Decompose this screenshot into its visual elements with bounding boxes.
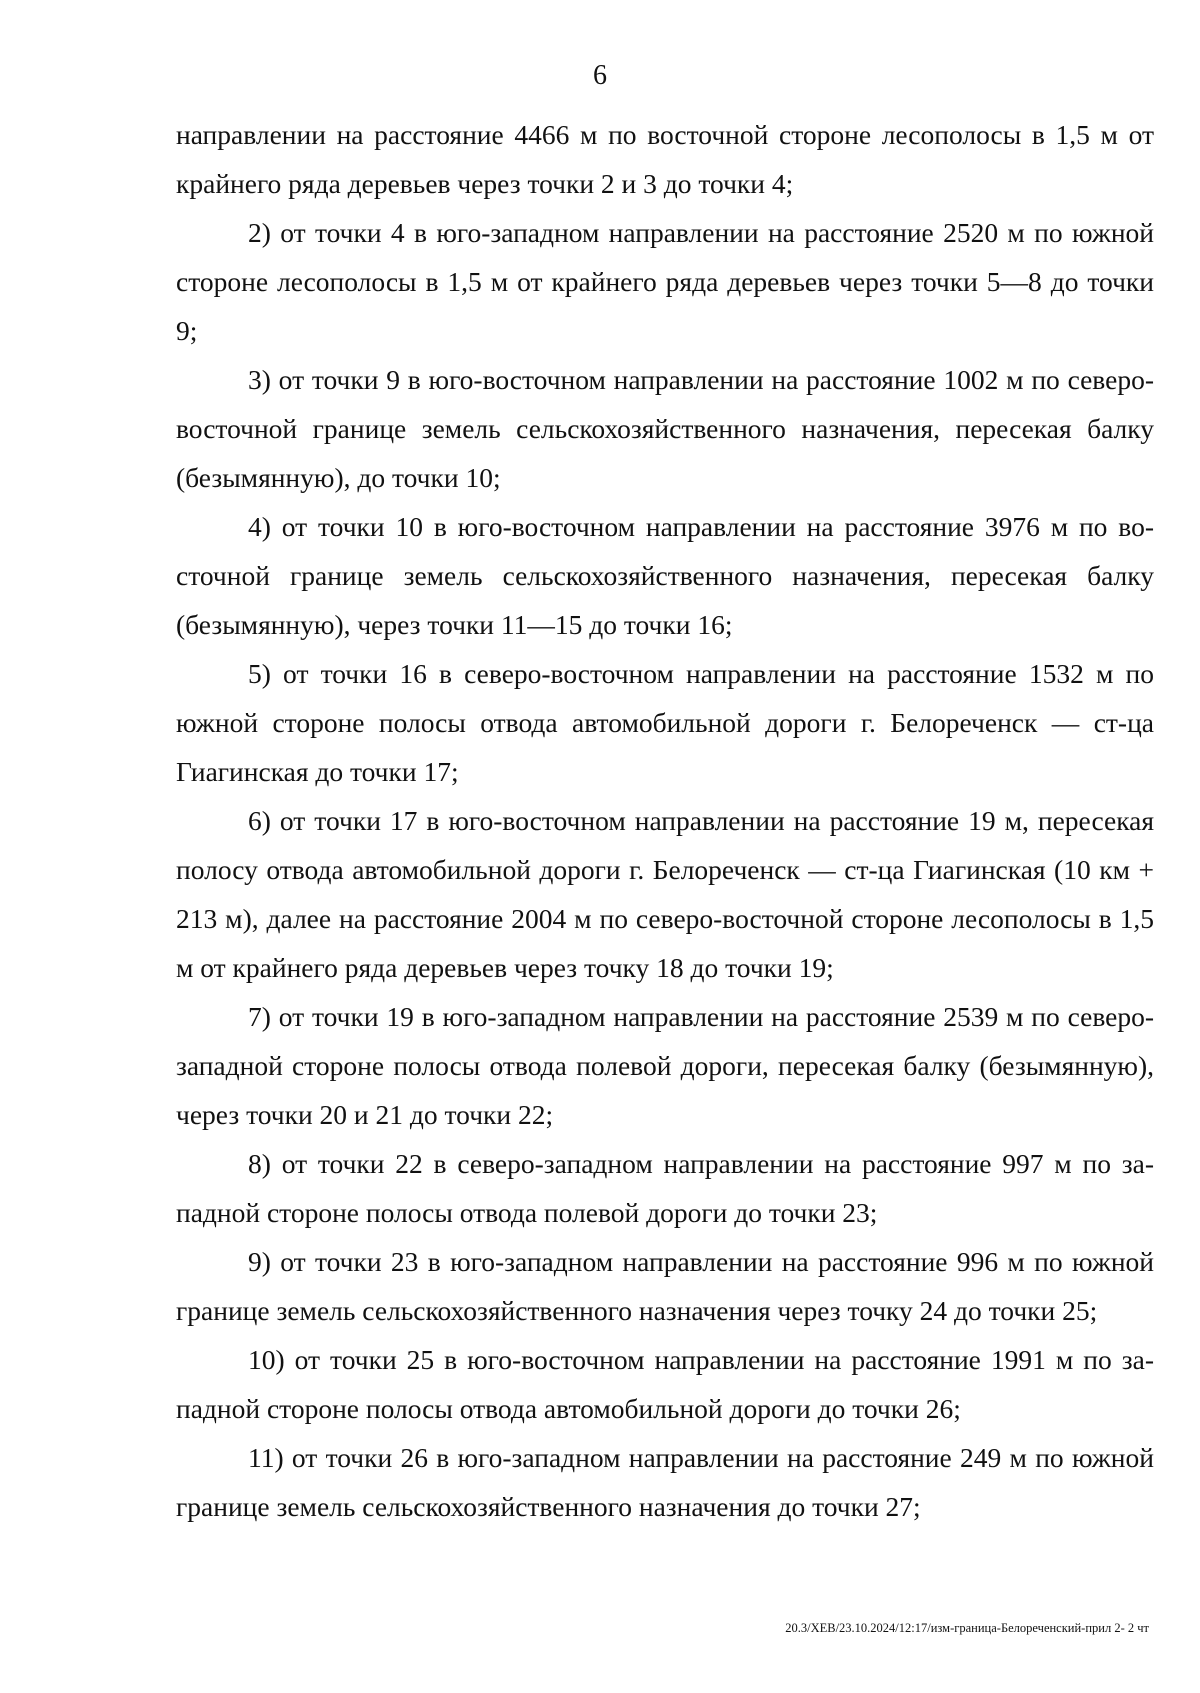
list-item: 7) от точки 19 в юго-западном направлении на расстояние 2539 м по северо-западной стороне полосы отвода полевой дороги, пересекая балку (безымянную), через точки 20 и 21 до точки 22; bbox=[176, 1001, 1154, 1130]
list-item: 5) от точки 16 в северо-восточном направлении на расстояние 1532 м по южной стороне полосы отвода автомобильной дороги г. Белореченск — ст-ца Гиагинская до точки 17; bbox=[176, 658, 1154, 787]
list-item: 11) от точки 26 в юго-западном направлении на расстояние 249 м по южной границе земель сельскохозяйственного назначения до точки 27; bbox=[176, 1442, 1154, 1522]
list-item: 2) от точки 4 в юго-западном направлении на расстояние 2520 м по южной стороне лесополосы в 1,5 м от крайнего ряда деревьев через точки 5—8 до точки 9; bbox=[176, 217, 1154, 346]
paragraph-continuation: направлении на расстояние 4466 м по восточной стороне лесополосы в 1,5 м от крайнего ряда деревьев через точки 2 и 3 до точки 4; bbox=[176, 119, 1154, 199]
list-item: 9) от точки 23 в юго-западном направлении на расстояние 996 м по южной границе земель сельскохозяйственного назначения через точку 24 до точки 25; bbox=[176, 1246, 1154, 1326]
list-item: 8) от точки 22 в северо-западном направлении на расстояние 997 м по западной стороне полосы отвода полевой дороги до точки 23; bbox=[176, 1148, 1154, 1228]
list-item: 6) от точки 17 в юго-восточном направлении на расстояние 19 м, пересекая полосу отвода автомобильной дороги г. Белореченск — ст-ца Гиагинская (10 км + 213 м), далее на расстояние 2004 м по северо-восточной стороне лесополосы в 1,5 м от крайнего ряда деревьев через точку 18 до точки 19; bbox=[176, 805, 1154, 983]
page-number: 6 bbox=[593, 60, 607, 91]
list-item: 10) от точки 25 в юго-восточном направлении на расстояние 1991 м по западной стороне полосы отвода автомобильной дороги до точки 26; bbox=[176, 1344, 1154, 1424]
document-body bbox=[176, 110, 1154, 1531]
list-item: 3) от точки 9 в юго-восточном направлении на расстояние 1002 м по северо-восточной границе земель сельскохозяйственного назначения, пересекая балку (безымянную), до точки 10; bbox=[176, 364, 1154, 493]
list-item: 4) от точки 10 в юго-восточном направлении на расстояние 3976 м по восточной границе земель сельскохозяйственного назначения, пересекая балку (безымянную), через точки 11—15 до точки 16; bbox=[176, 511, 1154, 640]
document-footer-code: 20.3/ХЕВ/23.10.2024/12:17/изм-граница-Белореченский-прил 2- 2 чт bbox=[785, 1621, 1149, 1635]
